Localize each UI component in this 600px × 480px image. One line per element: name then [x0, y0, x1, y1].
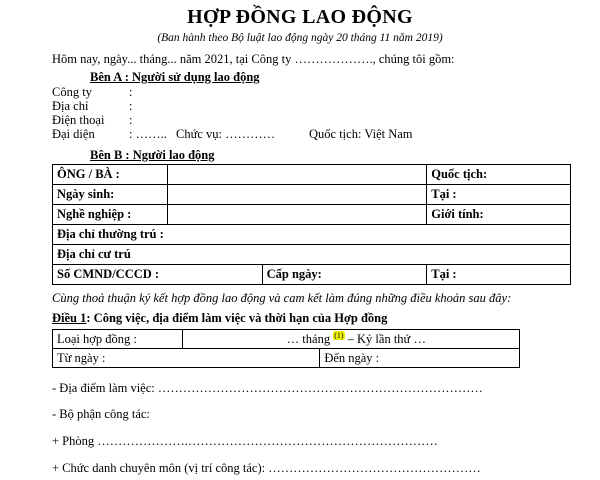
dob-label: Ngày sinh: — [53, 185, 168, 205]
to-date-label[interactable]: Đến ngày : — [320, 349, 520, 368]
job-title-line: + Chức danh chuyên môn (vị trí công tác): …………………………………………… — [52, 461, 481, 475]
job-field[interactable] — [167, 205, 426, 225]
representative-value: : …….. — [129, 127, 167, 141]
issue-date-label: Cấp ngày: — [262, 265, 427, 285]
contract-term-cell[interactable] — [182, 330, 519, 349]
party-b-row-permanent — [53, 225, 571, 245]
party-b-row-id — [53, 265, 571, 285]
company-label: Công ty — [52, 85, 92, 99]
party-b-heading: Bên B : Người lao động — [90, 148, 215, 162]
article-1-heading — [52, 311, 387, 325]
party-b-table — [52, 164, 571, 285]
document-subtitle: (Ban hành theo Bộ luật lao động ngày 20 tháng 11 năm 2019) — [157, 32, 443, 44]
pob-label: Tại : — [427, 185, 571, 205]
company-colon: : — [129, 85, 133, 99]
article-1-title: : Công việc, địa điểm làm việc và thời hạn của Hợp đồng — [86, 311, 388, 325]
contract-type-label: Loại hợp đồng : — [53, 330, 183, 349]
dob-field[interactable] — [167, 185, 426, 205]
document-title: HỢP ĐỒNG LAO ĐỘNG — [187, 6, 413, 28]
issue-place-label: Tại : — [427, 265, 571, 285]
contract-term-before: … tháng — [286, 332, 331, 347]
phone-colon: : — [129, 113, 133, 127]
position-label: Chức vụ: ………… — [176, 127, 276, 141]
representative-label: Đại diện — [52, 127, 95, 141]
address-colon: : — [129, 99, 133, 113]
address-label: Địa chỉ — [52, 99, 89, 113]
footnote-marker: (1) — [334, 331, 344, 341]
party-a-heading: Bên A : Người sử dụng lao động — [90, 70, 260, 84]
nationality-a-label: Quốc tịch: Việt Nam — [309, 127, 413, 141]
intro-line: Hôm nay, ngày... tháng... năm 2021, tại Công ty ………………., chúng tôi gồm: — [52, 52, 455, 66]
department-line: - Bộ phận công tác: — [52, 407, 150, 421]
room-line: + Phòng ………………….…………………………………………………… — [52, 434, 438, 448]
agreement-statement: Cùng thoả thuận ký kết hợp đồng lao động và cam kết làm đúng những điều khoản sau đây: — [52, 291, 512, 305]
gender-label: Giới tính: — [427, 205, 571, 225]
id-number-label: Số CMND/CCCD : — [53, 265, 263, 285]
party-b-row-residence — [53, 245, 571, 265]
contract-table — [52, 329, 520, 368]
contract-row-type — [53, 330, 520, 349]
workplace-line: - Địa điểm làm việc: …………………………………………………………………… — [52, 381, 483, 395]
permanent-address-label[interactable]: Địa chỉ thường trú : — [53, 225, 571, 245]
party-b-row-name — [53, 165, 571, 185]
contract-term-after: – Ký lần thứ … — [347, 332, 426, 347]
name-field[interactable] — [167, 165, 426, 185]
party-b-row-job — [53, 205, 571, 225]
job-label: Nghề nghiệp : — [53, 205, 168, 225]
article-1-number: Điều 1 — [52, 311, 87, 325]
name-label: ÔNG / BÀ : — [53, 165, 168, 185]
residence-label[interactable]: Địa chỉ cư trú — [53, 245, 571, 265]
nationality-b-label: Quốc tịch: — [427, 165, 571, 185]
phone-label: Điện thoại — [52, 113, 105, 127]
contract-row-dates — [53, 349, 520, 368]
from-date-label[interactable]: Từ ngày : — [53, 349, 320, 368]
party-b-row-dob — [53, 185, 571, 205]
